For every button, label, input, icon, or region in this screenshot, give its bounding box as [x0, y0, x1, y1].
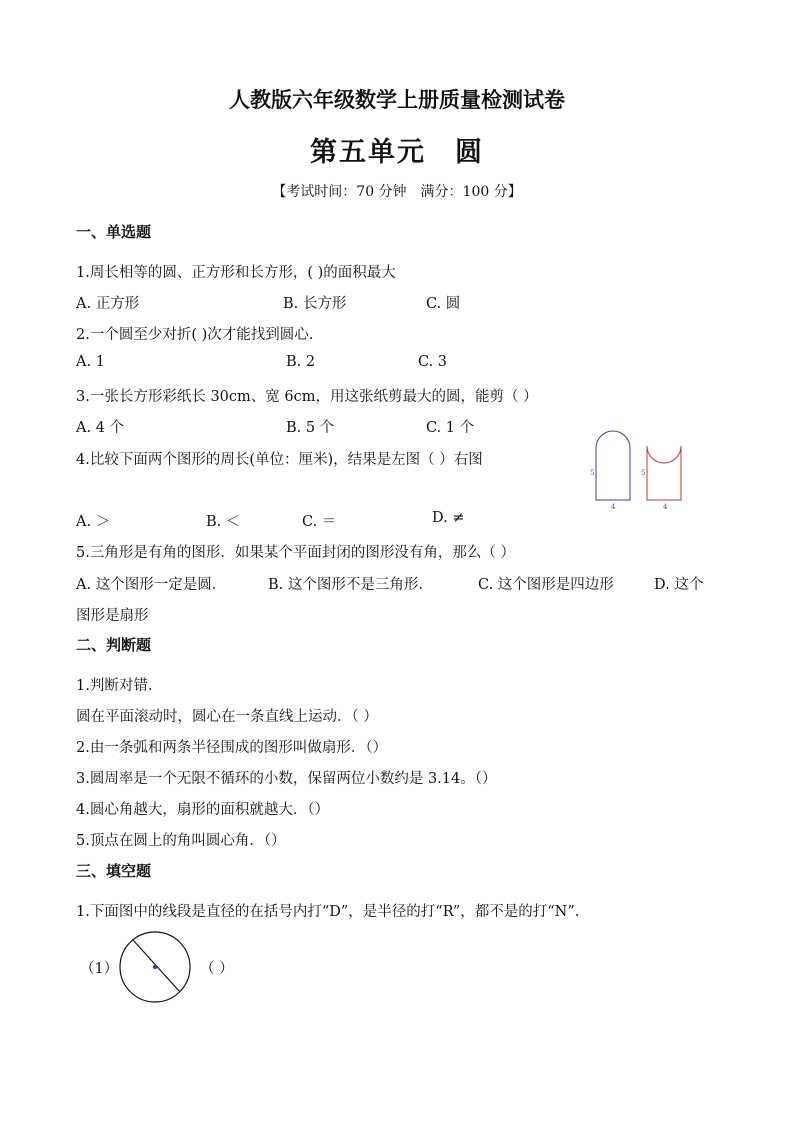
question-3: 3.一张长方形彩纸长 30cm、宽 6cm，用这张纸剪最大的圆，能剪（ ）	[76, 389, 538, 405]
q4-right-figure	[641, 446, 681, 511]
question-4: 4.比较下面两个图形的周长(单位：厘米)，结果是左图（ ）右图	[76, 452, 483, 468]
section-heading-single-choice: 一、单选题	[76, 223, 152, 241]
q4-right-width-label: 4	[663, 503, 668, 511]
q2-option-b: B. 2	[286, 354, 316, 370]
question-2: 2.一个圆至少对折( )次才能找到圆心.	[76, 327, 314, 343]
q4-left-height-label: 5	[590, 469, 595, 477]
unit-title: 第五单元 圆	[310, 137, 484, 168]
tf-question-3: 3.圆周率是一个无限不循环的小数，保留两位小数约是 3.14。（）	[76, 771, 497, 787]
q4-option-a: A. ＞	[76, 514, 111, 530]
circle-center-dot	[153, 965, 157, 969]
q1-option-a: A. 正方形	[76, 296, 140, 312]
q5-option-b: B. 这个图形不是三角形．	[268, 577, 433, 593]
tf-question-1: 1.判断对错.	[76, 678, 153, 694]
q5-option-c: C. 这个图形是四边形	[478, 577, 614, 593]
circle-diagram	[118, 930, 198, 1010]
q4-right-height-label: 5	[641, 469, 646, 477]
q1-option-c: C. 圆	[426, 296, 461, 312]
tf-question-2: 2.由一条弧和两条半径围成的图形叫做扇形．（）	[76, 740, 388, 756]
question-5: 5.三角形是有角的图形．如果某个平面封闭的图形没有角，那么（ ）	[76, 545, 515, 561]
fill-item-label: （1）	[80, 961, 119, 977]
tf-statement-1: 圆在平面滚动时，圆心在一条直线上运动．（ ）	[76, 709, 378, 725]
q5-option-d: D. 这个	[654, 577, 704, 593]
section-heading-true-false: 二、判断题	[76, 636, 152, 654]
q3-option-c: C. 1 个	[426, 420, 475, 436]
q3-option-b: B. 5 个	[286, 420, 335, 436]
q4-figures	[580, 428, 680, 518]
section-heading-fill-blank: 三、填空题	[76, 862, 152, 880]
q4-option-b: B. ＜	[206, 514, 241, 530]
q3-option-a: A. 4 个	[76, 420, 125, 436]
q2-option-a: A. 1	[76, 354, 105, 370]
q5-option-d-continued: 图形是扇形	[76, 608, 149, 624]
q4-option-c: C. ＝	[302, 514, 337, 530]
question-1: 1.周长相等的圆、正方形和长方形，( )的面积最大	[76, 265, 396, 281]
fill-answer-blank: （ ）	[200, 961, 234, 977]
q1-option-b: B. 长方形	[283, 296, 347, 312]
exam-info: 【考试时间：70 分钟 满分：100 分】	[272, 184, 522, 200]
q4-left-width-label: 4	[611, 503, 616, 511]
exam-title: 人教版六年级数学上册质量检测试卷	[229, 87, 565, 112]
q4-option-d: D. ≠	[432, 510, 465, 526]
q4-left-figure	[590, 431, 630, 511]
q2-option-c: C. 3	[418, 354, 448, 370]
tf-question-4: 4.圆心角越大，扇形的面积就越大．（）	[76, 802, 330, 818]
fill-question-1: 1.下面图中的线段是直径的在括号内打“D”，是半径的打“R”，都不是的打“N”.	[76, 904, 580, 920]
q5-option-a: A. 这个图形一定是圆．	[76, 577, 227, 593]
tf-question-5: 5.顶点在圆上的角叫圆心角．（）	[76, 833, 286, 849]
